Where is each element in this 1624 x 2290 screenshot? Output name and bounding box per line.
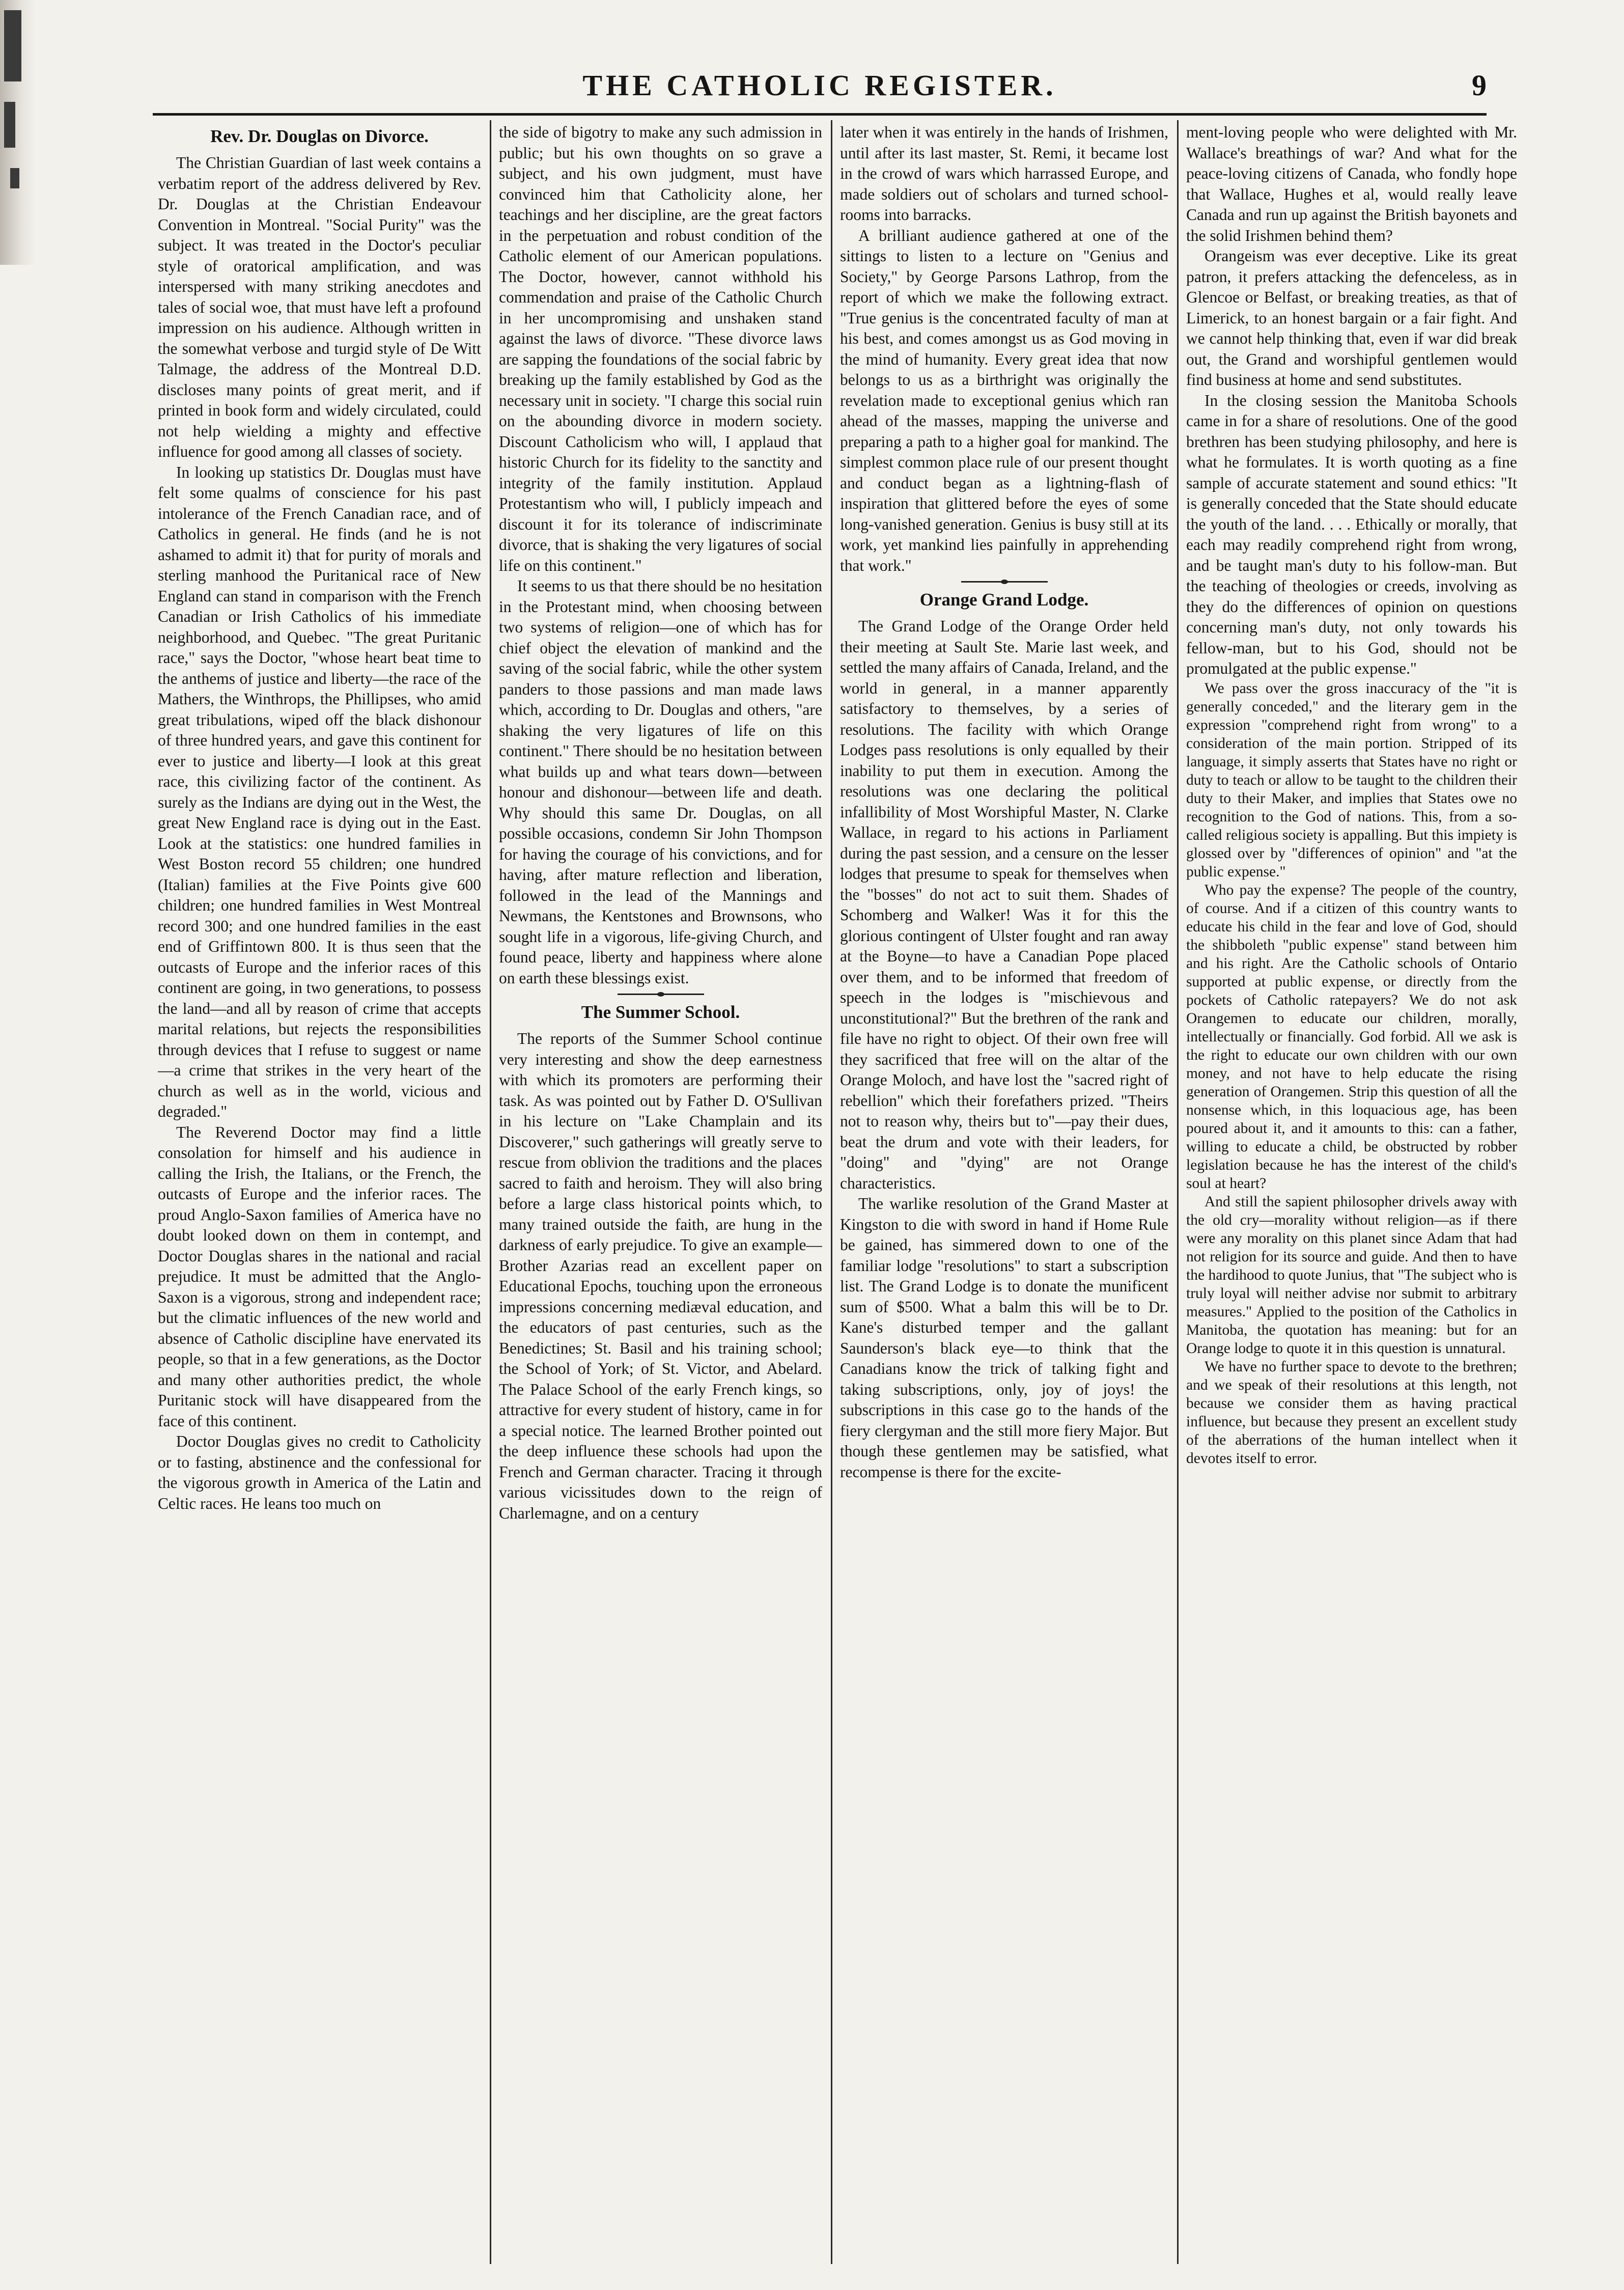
paragraph: Who pay the expense? The people of the country, of course. And if a citizen of this country wants to educate his child in the fear and love of God, should the shibboleth "public expense" stand between him and his right. Are the Catholic schools of Ontario supported at public expense, or directly from the pockets of Catholic ratepayers? We do not ask Orangemen to educate our children, morally, intellectually or financially. God forbid. All we ask is the right to educate our own children with our own money, and not have to help educate the rising generation of Orangemen. Strip this question of all the nonsense which, in this loquacious age, has been poured about it, and it amounts to this: can a father, willing to educate a child, be obstructed by robber legislation because he has the interest of the child's soul at heart? (1186, 881, 1517, 1192)
paragraph: We have no further space to devote to the brethren; and we speak of their resolutions at this length, not because we consider them as having practical influence, but because they present an excellent study of the aberrations of the human intellect when it devotes itself to error. (1186, 1358, 1517, 1467)
column-rule (1177, 120, 1179, 2264)
paragraph: later when it was entirely in the hands of Irishmen, until after its last master, St. Remi, it became lost in the crowd of wars which harrassed Europe, and made soldiers out of scholars and turned school-rooms into barracks. (840, 123, 1168, 224)
column-2 (499, 122, 822, 2261)
scan-edge-shadow (0, 0, 36, 265)
paragraph: the side of bigotry to make any such admission in public; but his own thoughts on so grave a subject, and his own judgment, must have convinced him that Catholicity alone, her teachings and her discipline, are the great factors in the perpetuation and robust condition of the Catholic element of our American populations. The Doctor, however, cannot withhold his commendation and praise of the Catholic Church in her uncompromising and unshaken stand against the laws of divorce. "These divorce laws are sapping the foundations of the social fabric by breaking up the family established by God as the necessary unit in society. "I charge this social ruin on the abounding divorce in modern society. Discount Catholicism who will, I applaud that historic Church for its fidelity to the sanctity and integrity of the family institution. Applaud Protestantism who will, I publicly impeach and discount it for its tolerance of indiscriminate divorce, that is shaking the very ligatures of social life on this continent." (499, 123, 822, 574)
paragraph: Orangeism was ever deceptive. Like its great patron, it prefers attacking the defenceless, as in Glencoe or Belfast, or breaking treaties, as that of Limerick, to an honest bargain or a fair fight. And we cannot help thinking that, even if war did break out, the Grand and worshipful gentlemen would find business at home and send substitutes. (1186, 247, 1517, 389)
page-number: 9 (1472, 69, 1487, 102)
scan-mark (4, 102, 15, 148)
section-separator (618, 994, 704, 995)
scan-mark (10, 168, 19, 188)
column-rule (831, 120, 832, 2264)
paragraph: In looking up statistics Dr. Douglas must have felt some qualms of conscience for his past intolerance of the French Canadian race, and of Catholics in general. He finds (and he is not ashamed to admit it) that for purity of morals and sterling manhood the Puritanical race of New England can stand in comparison with the French Canadian or Irish Catholics of his immediate neighborhood, and Quebec. "The great Puritanic race," says the Doctor, "whose heart beat time to the anthems of justice and liberty—the race of the Mathers, the Winthrops, the Phillipses, who amid great tribulations, wiped off the black dishonour of three hundred years, and gave this continent for ever to justice and liberty—I look at this great race, this civilizing factor of the continent. As surely as the Indians are dying out in the West, the great New England race is dying out in the East. Look at the statistics: one hundred families in West Boston record 55 children; one hundred (Italian) families at the Five Points give 600 children; one hundred families in West Montreal record 300; and one hundred families in the east end of Griffintown 800. It is thus seen that the outcasts of Europe and the inferior races of this continent are going, in two generations, to possess the land—and all by reason of crime that accepts marital relations, but rejects the responsibilities through devices that I refuse to suggest or name—a crime that strikes in the very heart of the church as well as in the world, vicious and degraded." (158, 463, 481, 1120)
section-separator (961, 581, 1048, 583)
paragraph: A brilliant audience gathered at one of the sittings to listen to a lecture on "Genius and Society," by George Parsons Lathrop, from the report of which we make the following extract. "True genius is the concentrated faculty of man at his best, and comes amongst us as God moving in the mind of humanity. Every great idea that now belongs to us as a birthright was originally the revelation made to exceptional genius which ran ahead of the masses, mapping the universe and preparing a path to a higher goal for mankind. The simplest common place rule of our present thought and conduct began as a lightning-flash of inspiration that glittered before the eyes of some long-vanished generation. Genius is busy still at its work, yet mankind lies painfully in apprehending that work." (840, 226, 1168, 574)
paragraph: In the closing session the Manitoba Schools came in for a share of resolutions. One of the good brethren has been studying philosophy, and here is what he formulates. It is worth quoting as a fine sample of accurate statement and sound ethics: "It is generally conceded that the State should educate the youth of the land. . . . Ethically or morally, that each may readily comprehend right from wrong, and be taught man's duty to his follow-man. But the teaching of theologies or creeds, involving as they do the differences of opinion on questions concerning man's duty, not only towards his fellow-man, but to his God, should not be promulgated at the public expense." (1186, 391, 1517, 677)
column-1 (158, 122, 481, 2261)
paragraph: We pass over the gross inaccuracy of the "it is generally conceded," and the literary gem in the expression "comprehend right from wrong" to a consideration of the main portion. Stripped of its language, it simply asserts that States have no right or duty to teach or allow to be taught to the children their duty to their Maker, and implies that States owe no recognition to the God of nations. This, from a so-called religious society is appalling. But this impiety is glossed over by "differences of opinion" and "at the public expense." (1186, 680, 1517, 880)
article-heading-orange-lodge: Orange Grand Lodge. (919, 590, 1089, 610)
masthead-rule (153, 113, 1487, 116)
paragraph: And still the sapient philosopher drivels away with the old cry—morality without religion—as if there were any morality on this planet since Adam that had not religion for its source and guide. And then to have the hardihood to quote Junius, that "The subject who is truly loyal will neither advise nor submit to arbitrary measures." Applied to the position of the Catholics in Manitoba, the quotation has meaning: but for an Orange lodge to quote it in this question is unnatural. (1186, 1193, 1517, 1357)
column-3 (840, 122, 1168, 2261)
paragraph: The Reverend Doctor may find a little consolation for himself and his audience in calling the Irish, the Italians, or the French, the outcasts of Europe and the inferior races. The proud Anglo-Saxon families of America have no doubt looked down on them in contempt, and Doctor Douglas shares in the national and racial prejudice. It must be admitted that the Anglo-Saxon is a vigorous, strong and independent race; but the climatic influences of the new world and absence of Catholic discipline have enervated its people, so that in a few generations, as the Doctor and many other authorities predict, the whole Puritanic stock will have disappeared from the face of this continent. (158, 1123, 481, 1430)
paragraph: The warlike resolution of the Grand Master at Kingston to die with sword in hand if Home Rule be gained, has simmered down to one of the familiar lodge "resolutions" to start a subscription list. The Grand Lodge is to donate the munificent sum of $500. What a balm this will be to Dr. Kane's disturbed temper and the gallant Saunderson's black eye—to think that the Canadians know the trick of talking fight and taking subscriptions, only, joy of joys! the subscriptions in this case go to the hands of the fiery clergyman and the still more fiery Major. But though these gentlemen may be satisfied, what recompense is there for the excite- (840, 1195, 1168, 1481)
paragraph: The Grand Lodge of the Orange Order held their meeting at Sault Ste. Marie last week, and settled the many affairs of Canada, Ireland, and the world in general, in a manner apparently satisfactory to themselves, by a series of resolutions. The facility with which Orange Lodges pass resolutions is only equalled by their inability to put them in execution. Among the resolutions was one declaring the political infallibility of Most Worshipful Master, N. Clarke Wallace, in regard to his actions in Parliament during the past session, and a censure on the lesser lodges that presume to speak for themselves when the "bosses" do not act to suit them. Shades of Schomberg and Walker! Was it for this the glorious contingent of Ulster fought and ran away at the Boyne—to have a Canadian Pope placed over them, and to be informed that freedom of speech in the lodges is "mischievous and unconstitutional?" But the brethren of the rank and file have no right to object. Of their own free will they sacrificed that free will on the altar of the Orange Moloch, and have lost the "sacred right of rebellion" which their forefathers prized. "Theirs not to reason why, theirs but to"—pay their dues, beat the drum and vote with their leaders, for "doing" and "dying" are not Orange characteristics. (840, 617, 1168, 1192)
article-heading-summer-school: The Summer School. (581, 1002, 740, 1022)
scan-mark (4, 10, 21, 81)
paragraph: The Christian Guardian of last week contains a verbatim report of the address delivered by Rev. Dr. Douglas at the Christian Endeavour Convention in Montreal. "Social Purity" was the subject. It was treated in the Doctor's peculiar style of oratorical amplification, and was interspersed with many striking anecdotes and tales of social woe, that must have left a profound impression on his audience. Although written in the somewhat verbose and turgid style of De Witt Talmage, the address of the Montreal D.D. discloses many points of great merit, and if printed in book form and widely circulated, could not help wielding a mighty and effective influence for good among all classes of society. (158, 154, 481, 460)
paragraph: It seems to us that there should be no hesitation in the Protestant mind, when choosing between two systems of religion—one of which has for chief object the elevation of mankind and the saving of the social fabric, while the other system panders to those passions and man made laws which, according to Dr. Douglas and others, "are shaking the very ligatures of life on this continent." There should be no hesitation between what builds up and what tears down—between honour and dishonour—between life and death. Why should this same Dr. Douglas, on all possible occasions, condemn Sir John Thompson for having the courage of his convictions, and for having, after mature reflection and liberation, followed in the lead of the Mannings and Newmans, the Kentstones and Brownsons, who sought life in a vigorous, life-giving Church, and found peace, liberty and happiness where alone on earth these blessings exist. (499, 577, 822, 987)
paragraph: ment-loving people who were delighted with Mr. Wallace's breathings of war? And what for the peace-loving citizens of Canada, who fondly hope that Wallace, Hughes et al, would really leave Canada and run up against the British bayonets and the solid Irishmen behind them? (1186, 123, 1517, 244)
column-rule (490, 120, 491, 2264)
paragraph: Doctor Douglas gives no credit to Catholicity or to fasting, abstinence and the confessional for the vigorous growth in America of the Latin and Celtic races. He leans too much on (158, 1432, 481, 1512)
newspaper-title: THE CATHOLIC REGISTER. (582, 69, 1057, 102)
column-4 (1186, 122, 1517, 2261)
article-heading-douglas-divorce: Rev. Dr. Douglas on Divorce. (210, 126, 429, 146)
paragraph: The reports of the Summer School continue very interesting and show the deep earnestness with which its promoters are performing their task. As was pointed out by Father D. O'Sullivan in his lecture on "Lake Champlain and its Discoverer," such gatherings will greatly serve to rescue from oblivion the traditions and the places sacred to faith and heroism. They will also bring before a large class historical points which, to many trained outside the faith, are hung in the darkness of early prejudice. To give an example—Brother Azarias read an excellent paper on Educational Epochs, touching upon the erroneous impressions concerning mediæval education, and the educators of past centuries, such as the Benedictines; St. Basil and his training school; the School of York; of St. Victor, and Abelard. The Palace School of the early French kings, so attractive for every student of history, came in for a special notice. The learned Brother pointed out the deep influence these schools had upon the French and German character. Tracing it through various vicissitudes down to the reign of Charlemagne, and on a century (499, 1030, 822, 1522)
masthead (153, 65, 1487, 111)
